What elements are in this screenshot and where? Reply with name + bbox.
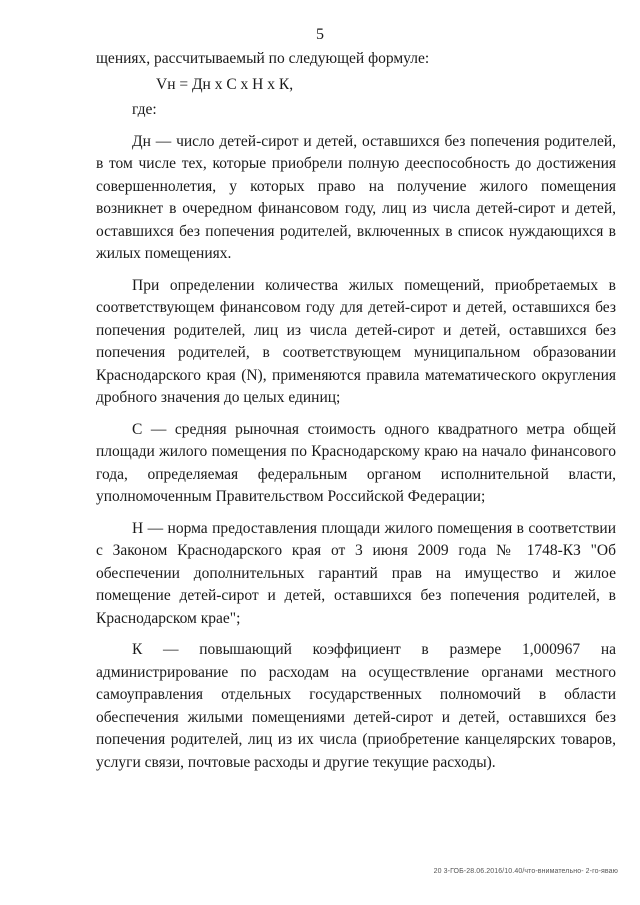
document-body — [96, 48, 616, 774]
where-label: где: — [132, 101, 157, 118]
paragraph-rounding: При определении количества жилых помещений, приобретаемых в соответствующем финансовом году для детей-сирот и детей, оставшихся без попечения родителей, лиц из числа детей-сирот и детей, оставшихся без попечения родителей, в соответствующем муниципальном образовании Краснодарского края (N), применяются правила математического округления дробного значения до целых единиц; — [96, 276, 616, 406]
paragraph-c: С — средняя рыночная стоимость одного квадратного метра общей площади жилого помещения по Краснодарскому краю на начало финансового года, определяемая федеральным органом исполнительной власти, уполномоченным Правительством Российской Федерации; — [96, 420, 616, 505]
paragraph-dn: Дн — число детей-сирот и детей, оставшихся без попечения родителей, в том числе тех, которые приобрели полную дееспособность до достижения совершеннолетия, у которых право на получение жилого помещения возникнет в очередном финансовом году, лиц из числа детей-сирот и детей, оставшихся без попечения родителей, включенных в список нуждающихся в жилых помещениях. — [96, 132, 616, 262]
paragraph-k: К — повышающий коэффициент в размере 1,000967 на администрирование по расходам на осуществление органами местного самоуправления отдельных государственных полномочий в области обеспечения жилыми помещениями детей-сирот и детей, оставшихся без попечения родителей, лиц из их числа (приобретение канцелярских товаров, услуги связи, почтовые расходы и другие текущие расходы). — [96, 641, 616, 771]
lead-paragraph: щениях, рассчитываемый по следующей формуле: — [96, 50, 430, 67]
formula: Vн = Дн х С х Н х К, — [156, 75, 294, 93]
footer-stamp: 20 3-ГОБ-28.06.2016/10.40/что-внимательно- 2-го-яваю — [433, 868, 618, 875]
page-number: 5 — [316, 26, 324, 43]
paragraph-h: Н — норма предоставления площади жилого помещения в соответствии с Законом Краснодарского края от 3 июня 2009 года № 1748-КЗ "Об обеспечении дополнительных гарантий прав на имущество и жилое помещение детей-сирот и детей, оставшихся без попечения родителей, в Краснодарском крае"; — [96, 519, 616, 627]
